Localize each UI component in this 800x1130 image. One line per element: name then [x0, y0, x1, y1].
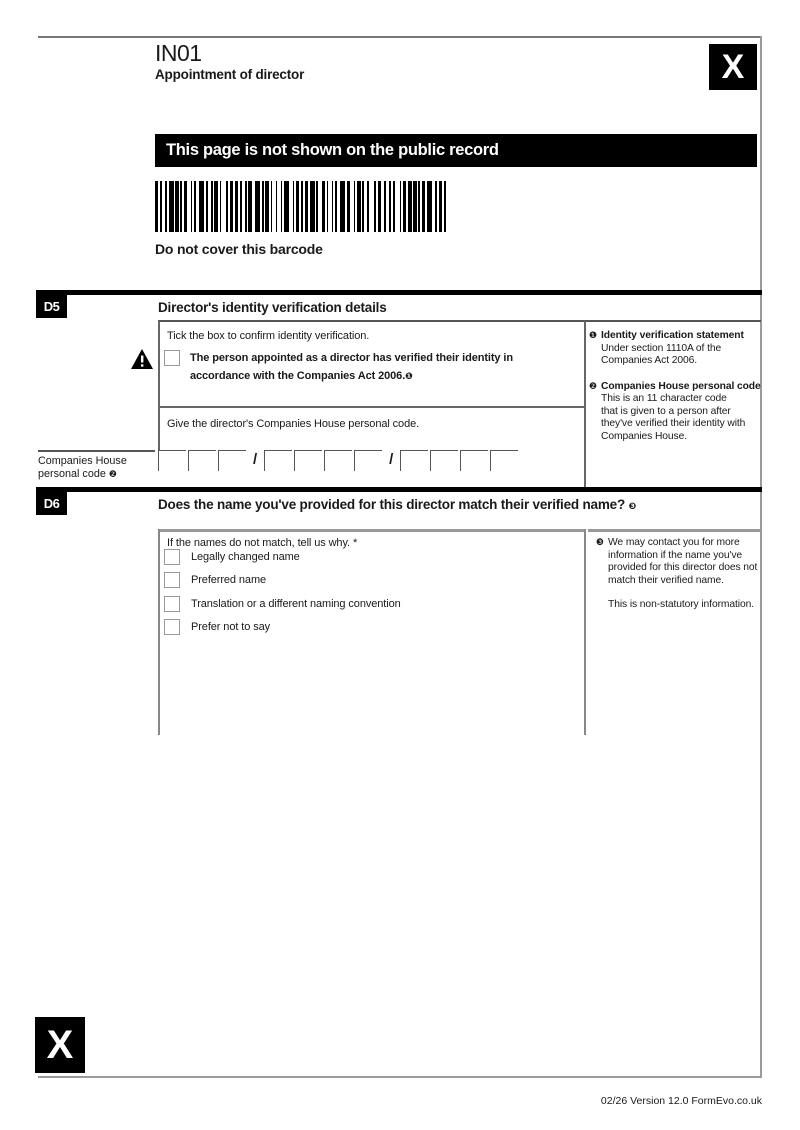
d6-content-box-top-border [158, 529, 584, 532]
personal-code-input[interactable] [158, 450, 520, 471]
note-line: they've verified their identity with [601, 418, 746, 429]
d6-option-row [164, 549, 401, 564]
note-ref-2: ❷ [108, 470, 117, 480]
code-character-cell[interactable] [460, 450, 488, 471]
code-character-cell[interactable] [354, 450, 382, 471]
d6-instruction: If the names do not match, tell us why. * [167, 537, 358, 549]
personal-code-label: Companies House personal code ❷ [38, 455, 127, 480]
code-character-cell[interactable] [218, 450, 246, 471]
identity-verified-checkbox[interactable] [164, 350, 180, 366]
note-ref-glyph: ❸ [596, 538, 604, 548]
note-body [601, 330, 744, 368]
note-line: information if the name you've [608, 549, 743, 561]
d6-content-box-right-border [584, 529, 586, 735]
code-character-cell[interactable] [294, 450, 322, 471]
d6-option-row [164, 596, 401, 611]
section-d5-title: Director's identity verification details [158, 300, 387, 315]
footer-border-rule [38, 1076, 762, 1078]
option-label: Legally changed name [191, 550, 300, 563]
d5-notes-divider [584, 321, 586, 487]
sidebar-note [589, 381, 761, 444]
option-checkbox[interactable] [164, 549, 180, 565]
form-code: IN01 [155, 40, 202, 66]
code-character-cell[interactable] [264, 450, 292, 471]
note-line: that is given to a person after [601, 405, 731, 417]
d6-option-row [164, 573, 401, 588]
option-checkbox[interactable] [164, 572, 180, 588]
d6-content-box-left-border [158, 529, 160, 735]
note-body [601, 381, 761, 444]
barcode [155, 181, 445, 232]
section-d6-id-badge: D6 [36, 492, 67, 515]
option-checkbox[interactable] [164, 619, 180, 635]
footer-version-text: 02/26 Version 12.0 FormEvo.co.uk [600, 1095, 762, 1107]
code-character-cell[interactable] [490, 450, 518, 471]
section-d5-divider-bar [36, 290, 762, 295]
code-separator: / [389, 451, 394, 468]
section-d5-title-rule [158, 320, 761, 322]
option-label: Prefer not to say [191, 621, 271, 633]
d6-notes-column [596, 537, 768, 625]
sidebar-note [596, 537, 768, 612]
logo-letter: X [721, 47, 745, 86]
note-ref-glyph: ❶ [589, 331, 597, 341]
code-character-cell[interactable] [430, 450, 458, 471]
company-logo-bottom [35, 1017, 85, 1073]
note-line: Under section 1110A of the [601, 342, 722, 354]
code-separator: / [253, 451, 258, 468]
section-d6-divider-bar [36, 487, 762, 492]
option-label: Preferred name [191, 574, 267, 586]
option-label: Translation or a different naming convention [191, 597, 401, 610]
d5-statement: The person appointed as a director has verified their identity in accordance with the Companies Act 2006.❶ [190, 352, 513, 382]
note-extra-line: This is non-statutory information. [608, 599, 754, 610]
note-ref-3: ❸ [628, 502, 637, 512]
note-line: We may contact you for more [608, 537, 740, 548]
sidebar-note [589, 330, 761, 368]
section-d6-title: Does the name you've provided for this director match their verified name? ❸ [158, 497, 637, 512]
d5-give-code-instruction: Give the director's Companies House personal code. [167, 418, 420, 430]
warning-icon [131, 349, 153, 374]
note-line: provided for this director does not [608, 562, 758, 573]
note-line: This is an 11 character code [601, 393, 727, 404]
barcode-caption: Do not cover this barcode [155, 241, 323, 257]
note-body [608, 537, 757, 612]
d6-note-box-top-border [588, 529, 760, 532]
section-d5-id-badge: D5 [36, 295, 67, 318]
note-title: Companies House personal code [601, 380, 761, 392]
code-character-cell[interactable] [188, 450, 216, 471]
company-logo [709, 44, 757, 90]
note-ref-1: ❶ [405, 372, 413, 382]
note-line: Companies Act 2006. [601, 355, 697, 366]
code-character-cell[interactable] [324, 450, 352, 471]
d5-content-box-divider [158, 406, 585, 408]
d6-options-list [164, 549, 401, 643]
form-subtitle: Appointment of director [155, 67, 305, 82]
top-border-rule [38, 36, 762, 38]
note-line: Companies House. [601, 430, 687, 442]
barcode-bar [444, 181, 446, 232]
code-character-cell[interactable] [400, 450, 428, 471]
d5-notes-column [589, 330, 761, 456]
note-line: match their verified name. [608, 574, 724, 586]
public-record-banner: This page is not shown on the public record [155, 134, 757, 167]
d5-content-box-left-border [158, 321, 160, 450]
note-ref-glyph: ❷ [589, 381, 597, 392]
d5-tick-instruction: Tick the box to confirm identity verification. [167, 330, 370, 342]
code-character-cell[interactable] [158, 450, 186, 471]
note-title: Identity verification statement [601, 330, 744, 341]
option-checkbox[interactable] [164, 596, 180, 612]
logo-letter: X [46, 1022, 74, 1067]
code-label-rule [38, 450, 155, 452]
d6-option-row [164, 620, 401, 635]
